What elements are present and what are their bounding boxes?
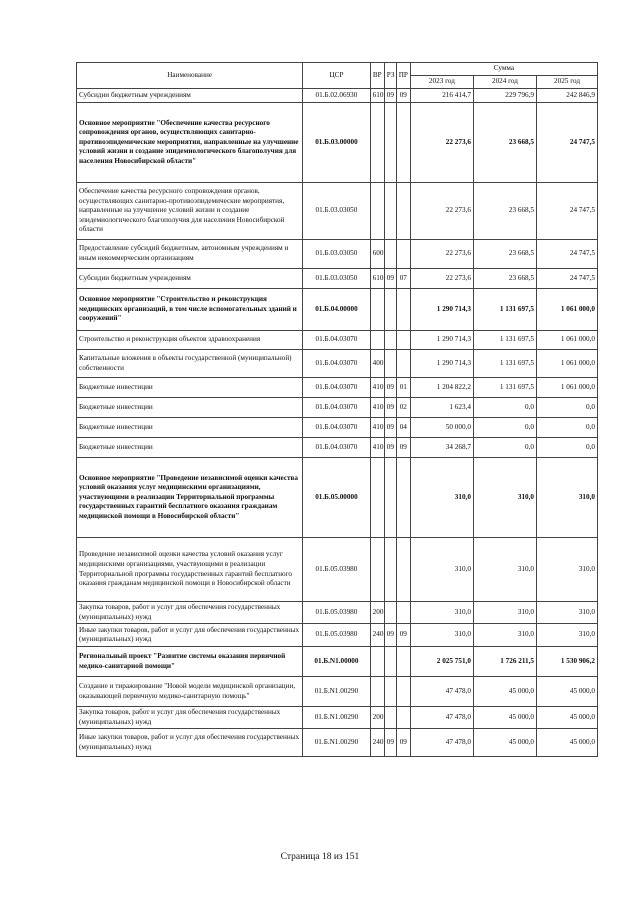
row-name: Основное мероприятие "Строительство и реконструкция медицинских организаций, в том числе вспомогательных зданий и сооружений"	[77, 289, 303, 331]
row-sum-2023: 310,0	[410, 458, 473, 538]
table-row	[77, 729, 598, 757]
table-row	[77, 602, 598, 624]
row-sum-2024: 45 000,0	[473, 677, 536, 707]
header-name: Наименование	[77, 63, 303, 89]
row-sum-2023: 22 273,6	[410, 183, 473, 240]
row-sum-2024: 1 131 697,5	[473, 289, 536, 331]
row-csr: 01.Б.04.03070	[303, 331, 370, 350]
row-sum-2024: 45 000,0	[473, 707, 536, 729]
row-sum-2024: 310,0	[473, 538, 536, 602]
row-name: Основное мероприятие "Обеспечение качества ресурсного сопровождения органов, осуществляющих санитарно-противоэпидемические мероприятия, направленные на улучшение условий жизни и создание эпидемиологического благополучия для населения Новосибирской области"	[77, 103, 303, 183]
row-csr: 01.Б.05.03980	[303, 538, 370, 602]
row-sum-2023: 1 290 714,3	[410, 289, 473, 331]
row-rz	[384, 103, 396, 183]
row-pr: 07	[396, 269, 410, 289]
row-name: Капитальные вложения в объекты государственной (муниципальной) собственности	[77, 350, 303, 378]
row-pr	[396, 538, 410, 602]
row-sum-2024: 1 726 211,5	[473, 647, 536, 677]
row-rz	[384, 602, 396, 624]
row-vr: 240	[370, 624, 384, 647]
row-pr	[396, 289, 410, 331]
row-pr	[396, 103, 410, 183]
row-pr	[396, 677, 410, 707]
row-csr: 01.Б.05.03980	[303, 624, 370, 647]
table-row	[77, 331, 598, 350]
row-sum-2024: 23 668,5	[473, 103, 536, 183]
row-name: Субсидии бюджетным учреждениям	[77, 89, 303, 103]
table-row	[77, 103, 598, 183]
row-name: Бюджетные инвестиции	[77, 378, 303, 398]
row-vr	[370, 647, 384, 677]
row-sum-2025: 310,0	[537, 538, 598, 602]
row-sum-2025: 310,0	[537, 458, 598, 538]
row-vr: 600	[370, 240, 384, 269]
table-row	[77, 240, 598, 269]
row-rz: 09	[384, 729, 396, 757]
row-csr: 01.Б.N1.00000	[303, 647, 370, 677]
table-row	[77, 269, 598, 289]
row-vr: 240	[370, 729, 384, 757]
table-row	[77, 707, 598, 729]
row-name: Иные закупки товаров, работ и услуг для обеспечения государственных (муниципальных) нужд	[77, 624, 303, 647]
row-sum-2024: 310,0	[473, 602, 536, 624]
row-sum-2023: 22 273,6	[410, 269, 473, 289]
row-csr: 01.Б.03.00000	[303, 103, 370, 183]
table-row	[77, 183, 598, 240]
row-csr: 01.Б.04.03070	[303, 350, 370, 378]
row-sum-2023: 2 025 751,0	[410, 647, 473, 677]
row-vr	[370, 458, 384, 538]
row-csr: 01.Б.02.06930	[303, 89, 370, 103]
row-sum-2024: 23 668,5	[473, 240, 536, 269]
row-rz	[384, 458, 396, 538]
header-sum: Сумма	[410, 63, 597, 76]
row-rz: 09	[384, 269, 396, 289]
row-csr: 01.Б.05.03980	[303, 602, 370, 624]
row-sum-2025: 45 000,0	[537, 677, 598, 707]
row-vr: 200	[370, 707, 384, 729]
row-sum-2024: 45 000,0	[473, 729, 536, 757]
row-sum-2023: 47 478,0	[410, 707, 473, 729]
row-vr: 410	[370, 398, 384, 418]
table-row	[77, 89, 598, 103]
table-row	[77, 418, 598, 438]
row-sum-2025: 0,0	[537, 418, 598, 438]
row-sum-2025: 1 530 906,2	[537, 647, 598, 677]
page-number: Страница 18 из 151	[280, 852, 360, 862]
row-rz: 09	[384, 438, 396, 458]
row-sum-2023: 1 204 822,2	[410, 378, 473, 398]
row-csr: 01.Б.04.03070	[303, 398, 370, 418]
row-sum-2024: 310,0	[473, 624, 536, 647]
row-pr: 09	[396, 624, 410, 647]
row-pr: 04	[396, 418, 410, 438]
row-rz: 09	[384, 624, 396, 647]
row-name: Региональный проект "Развитие системы оказания первичной медико-санитарной помощи"	[77, 647, 303, 677]
table-row	[77, 538, 598, 602]
row-name: Закупка товаров, работ и услуг для обеспечения государственных (муниципальных) нужд	[77, 602, 303, 624]
row-sum-2023: 1 290 714,3	[410, 331, 473, 350]
row-vr	[370, 103, 384, 183]
row-pr: 01	[396, 378, 410, 398]
row-csr: 01.Б.04.03070	[303, 438, 370, 458]
header-year-2023: 2023 год	[410, 76, 473, 89]
row-sum-2024: 310,0	[473, 458, 536, 538]
row-pr	[396, 240, 410, 269]
row-sum-2025: 45 000,0	[537, 729, 598, 757]
table-row	[77, 398, 598, 418]
row-rz	[384, 707, 396, 729]
row-csr: 01.Б.N1.00290	[303, 677, 370, 707]
row-rz: 09	[384, 378, 396, 398]
row-sum-2025: 24 747,5	[537, 183, 598, 240]
row-sum-2025: 242 846,9	[537, 89, 598, 103]
row-sum-2024: 0,0	[473, 418, 536, 438]
row-sum-2023: 310,0	[410, 624, 473, 647]
row-pr	[396, 647, 410, 677]
row-sum-2025: 1 061 000,0	[537, 289, 598, 331]
row-pr: 09	[396, 729, 410, 757]
table-row	[77, 647, 598, 677]
row-vr: 400	[370, 350, 384, 378]
budget-table	[76, 62, 598, 757]
row-sum-2025: 24 747,5	[537, 240, 598, 269]
row-name: Бюджетные инвестиции	[77, 438, 303, 458]
row-name: Основное мероприятие "Проведение независимой оценки качества условий оказания услуг медицинскими организациями, участвующими в реализации Территориальной программы государственных гарантий бесплатного оказания гражданам медицинской помощи в Новосибирской области"	[77, 458, 303, 538]
row-pr: 02	[396, 398, 410, 418]
row-rz	[384, 289, 396, 331]
row-sum-2023: 22 273,6	[410, 240, 473, 269]
row-sum-2025: 0,0	[537, 438, 598, 458]
row-rz: 09	[384, 398, 396, 418]
row-sum-2024: 1 131 697,5	[473, 378, 536, 398]
row-csr: 01.Б.04.03070	[303, 378, 370, 398]
row-sum-2024: 1 131 697,5	[473, 331, 536, 350]
row-sum-2025: 1 061 000,0	[537, 350, 598, 378]
row-rz	[384, 350, 396, 378]
row-csr: 01.Б.03.03050	[303, 269, 370, 289]
row-sum-2023: 216 414,7	[410, 89, 473, 103]
row-csr: 01.Б.N1.00290	[303, 729, 370, 757]
row-vr: 610	[370, 89, 384, 103]
row-pr: 09	[396, 438, 410, 458]
row-sum-2023: 47 478,0	[410, 677, 473, 707]
row-pr	[396, 183, 410, 240]
row-rz	[384, 677, 396, 707]
row-pr	[396, 602, 410, 624]
row-sum-2024: 0,0	[473, 438, 536, 458]
row-name: Иные закупки товаров, работ и услуг для обеспечения государственных (муниципальных) нужд	[77, 729, 303, 757]
row-sum-2024: 0,0	[473, 398, 536, 418]
row-sum-2025: 1 061 000,0	[537, 378, 598, 398]
table-body	[77, 89, 598, 757]
table-row	[77, 438, 598, 458]
row-rz	[384, 183, 396, 240]
row-sum-2024: 1 131 697,5	[473, 350, 536, 378]
row-sum-2023: 22 273,6	[410, 103, 473, 183]
header-year-2025: 2025 год	[537, 76, 598, 89]
table-row	[77, 378, 598, 398]
table-row	[77, 624, 598, 647]
row-vr	[370, 538, 384, 602]
row-name: Бюджетные инвестиции	[77, 418, 303, 438]
table-row	[77, 458, 598, 538]
row-sum-2025: 1 061 000,0	[537, 331, 598, 350]
row-name: Субсидии бюджетным учреждениям	[77, 269, 303, 289]
row-sum-2025: 24 747,5	[537, 103, 598, 183]
row-sum-2025: 310,0	[537, 624, 598, 647]
row-vr	[370, 183, 384, 240]
row-rz	[384, 331, 396, 350]
header-csr: ЦСР	[303, 63, 370, 89]
row-sum-2025: 310,0	[537, 602, 598, 624]
table-row	[77, 350, 598, 378]
row-csr: 01.Б.04.00000	[303, 289, 370, 331]
row-csr: 01.Б.03.03050	[303, 240, 370, 269]
row-sum-2025: 0,0	[537, 398, 598, 418]
row-csr: 01.Б.04.03070	[303, 418, 370, 438]
row-sum-2024: 23 668,5	[473, 269, 536, 289]
row-sum-2023: 310,0	[410, 602, 473, 624]
header-pr: ПР	[396, 63, 410, 89]
row-pr: 09	[396, 89, 410, 103]
row-sum-2024: 23 668,5	[473, 183, 536, 240]
row-vr	[370, 677, 384, 707]
header-year-2024: 2024 год	[473, 76, 536, 89]
row-rz: 09	[384, 418, 396, 438]
row-sum-2023: 1 623,4	[410, 398, 473, 418]
row-name: Обеспечение качества ресурсного сопровождения органов, осуществляющих санитарно-противоэпидемические мероприятия, направленные на улучшение условий жизни и создание эпидемиологического благополучия для населения Новосибирской области	[77, 183, 303, 240]
row-csr: 01.Б.03.03050	[303, 183, 370, 240]
row-csr: 01.Б.N1.00290	[303, 707, 370, 729]
row-vr	[370, 331, 384, 350]
table-row	[77, 289, 598, 331]
row-vr: 410	[370, 378, 384, 398]
row-name: Предоставление субсидий бюджетным, автономным учреждениям и иным некоммерческим организациям	[77, 240, 303, 269]
row-vr: 200	[370, 602, 384, 624]
row-vr: 410	[370, 438, 384, 458]
row-csr: 01.Б.05.00000	[303, 458, 370, 538]
row-rz: 09	[384, 89, 396, 103]
row-name: Бюджетные инвестиции	[77, 398, 303, 418]
row-sum-2023: 1 290 714,3	[410, 350, 473, 378]
row-sum-2025: 45 000,0	[537, 707, 598, 729]
row-sum-2023: 310,0	[410, 538, 473, 602]
row-pr	[396, 458, 410, 538]
row-pr	[396, 331, 410, 350]
row-sum-2024: 229 796,9	[473, 89, 536, 103]
row-name: Проведение независимой оценки качества условий оказания услуг медицинскими организациями, участвующими в реализации Территориальной программы государственных гарантий бесплатного оказания гражданам медицинской помощи в Новосибирской области	[77, 538, 303, 602]
row-vr: 410	[370, 418, 384, 438]
header-vr: ВР	[370, 63, 384, 89]
row-sum-2023: 47 478,0	[410, 729, 473, 757]
row-sum-2023: 50 000,0	[410, 418, 473, 438]
row-sum-2025: 24 747,5	[537, 269, 598, 289]
row-rz	[384, 538, 396, 602]
header-rz: РЗ	[384, 63, 396, 89]
table-header	[77, 63, 598, 89]
row-name: Закупка товаров, работ и услуг для обеспечения государственных (муниципальных) нужд	[77, 707, 303, 729]
row-rz	[384, 647, 396, 677]
row-name: Создание и тиражирование "Новой модели медицинской организации, оказывающей первичную медико-санитарную помощь"	[77, 677, 303, 707]
row-vr	[370, 289, 384, 331]
row-rz	[384, 240, 396, 269]
row-name: Строительство и реконструкция объектов здравоохранения	[77, 331, 303, 350]
row-pr	[396, 350, 410, 378]
row-sum-2023: 34 268,7	[410, 438, 473, 458]
row-pr	[396, 707, 410, 729]
row-vr: 610	[370, 269, 384, 289]
table-row	[77, 677, 598, 707]
